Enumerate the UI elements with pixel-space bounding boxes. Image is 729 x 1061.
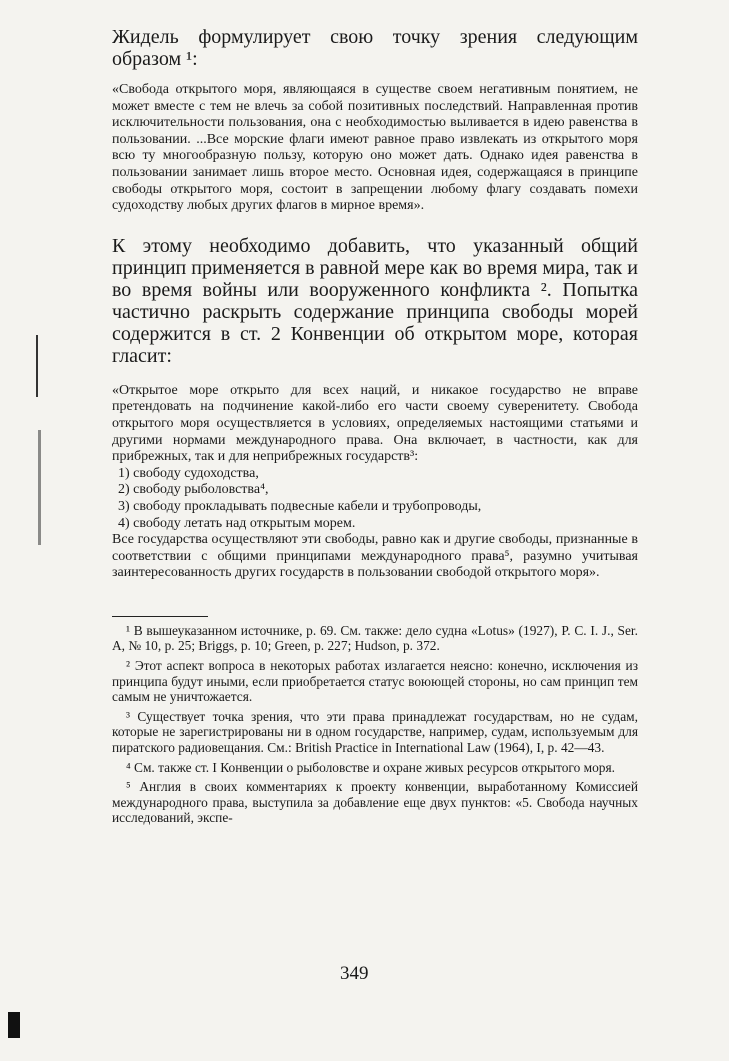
- quote-gidel: «Свобода открытого моря, являющаяся в существе своем негативным понятием, не может вместе с тем не влечь за собой позитивных последствий. Направленная против исключительности пользования, она с необходимостью выливается в идею равенства в пользовании. ...Все морские флаги имеют равное право извлекать из открытого моря всю ту многообразную пользу, которую оно может дать. Однако идея равенства в пользовании занимает лишь второе место. Основная идея, содержащаяся в принципе свободы открытого моря, состоит в запрещении любому флагу создавать помехи судоходству любых других флагов в мирное время».: [112, 82, 638, 214]
- quote-convention: «Открытое море открыто для всех наций, и никакое государство не вправе претендовать на подчинение какой-либо его части своему суверенитету. Свобода открытого моря осуществляется в условиях, определяемых настоящими статьями и другими нормами международного права. Она включает, в частности, как для прибрежных, так и для неприбрежных государств³:: [112, 382, 638, 465]
- page-body: [112, 26, 638, 830]
- quote-convention-end: Все государства осуществляют эти свободы, равно как и другие свободы, признанные в соответствии с общими принципами международного права⁵, разумно учитывая заинтересованность других государств в пользовании свободой открытого моря».: [112, 532, 638, 581]
- list-item: 4) свободу летать над открытым морем.: [118, 515, 356, 531]
- main-paragraph: К этому необходимо добавить, что указанный общий принцип применяется в равной мере как во время мира, так и во время войны или вооруженного конфликта ². Попытка частично раскрыть содержание принципа свободы морей содержится в ст. 2 Конвенции об открытом море, которая гласит:: [112, 234, 638, 367]
- list-item: 2) свободу рыболовства⁴,: [118, 482, 269, 498]
- scan-mark-margin-2: [38, 430, 41, 545]
- scan-mark-margin: [36, 335, 38, 397]
- footnote-1: ¹ В вышеуказанном источнике, p. 69. См. также: дело судна «Lotus» (1927), P. C. I. J., Ser. A, № 10, p. 25; Briggs, p. 10; Green, p. 227; Hudson, p. 372.: [112, 622, 638, 654]
- list-item: 3) свободу прокладывать подвесные кабели и трубопроводы,: [118, 498, 482, 514]
- list-item: 1) свободу судоходства,: [118, 465, 259, 481]
- footnote-2: ² Этот аспект вопроса в некоторых работах излагается неясно: конечно, исключения из принципа будут иными, если приобретается статус воюющей стороны, но сам принцип тем самым не уничтожается.: [112, 658, 638, 705]
- page-number: 349: [340, 963, 369, 984]
- footnote-5: ⁵ Англия в своих комментариях к проекту конвенции, выработанному Комиссией международного права, выступила за добавление еще двух пунктов: «5. Свобода научных исследований, экспе-: [112, 779, 638, 826]
- footnote-rule: [112, 616, 208, 617]
- intro-paragraph: Жидель формулирует свою точку зрения следующим образом ¹:: [112, 26, 638, 70]
- footnote-3: ³ Существует точка зрения, что эти права принадлежат государствам, но не судам, которые не зарегистрированы ни в одном государстве, например, судам, используемым для пиратского радиовещания. См.: British Practice in International Law (1964), I, p. 42—43.: [112, 708, 638, 756]
- freedoms-list: [112, 466, 638, 532]
- scan-mark-corner: [8, 1012, 20, 1038]
- footnote-4: ⁴ См. также ст. I Конвенции о рыболовстве и охране живых ресурсов открытого моря.: [126, 759, 615, 775]
